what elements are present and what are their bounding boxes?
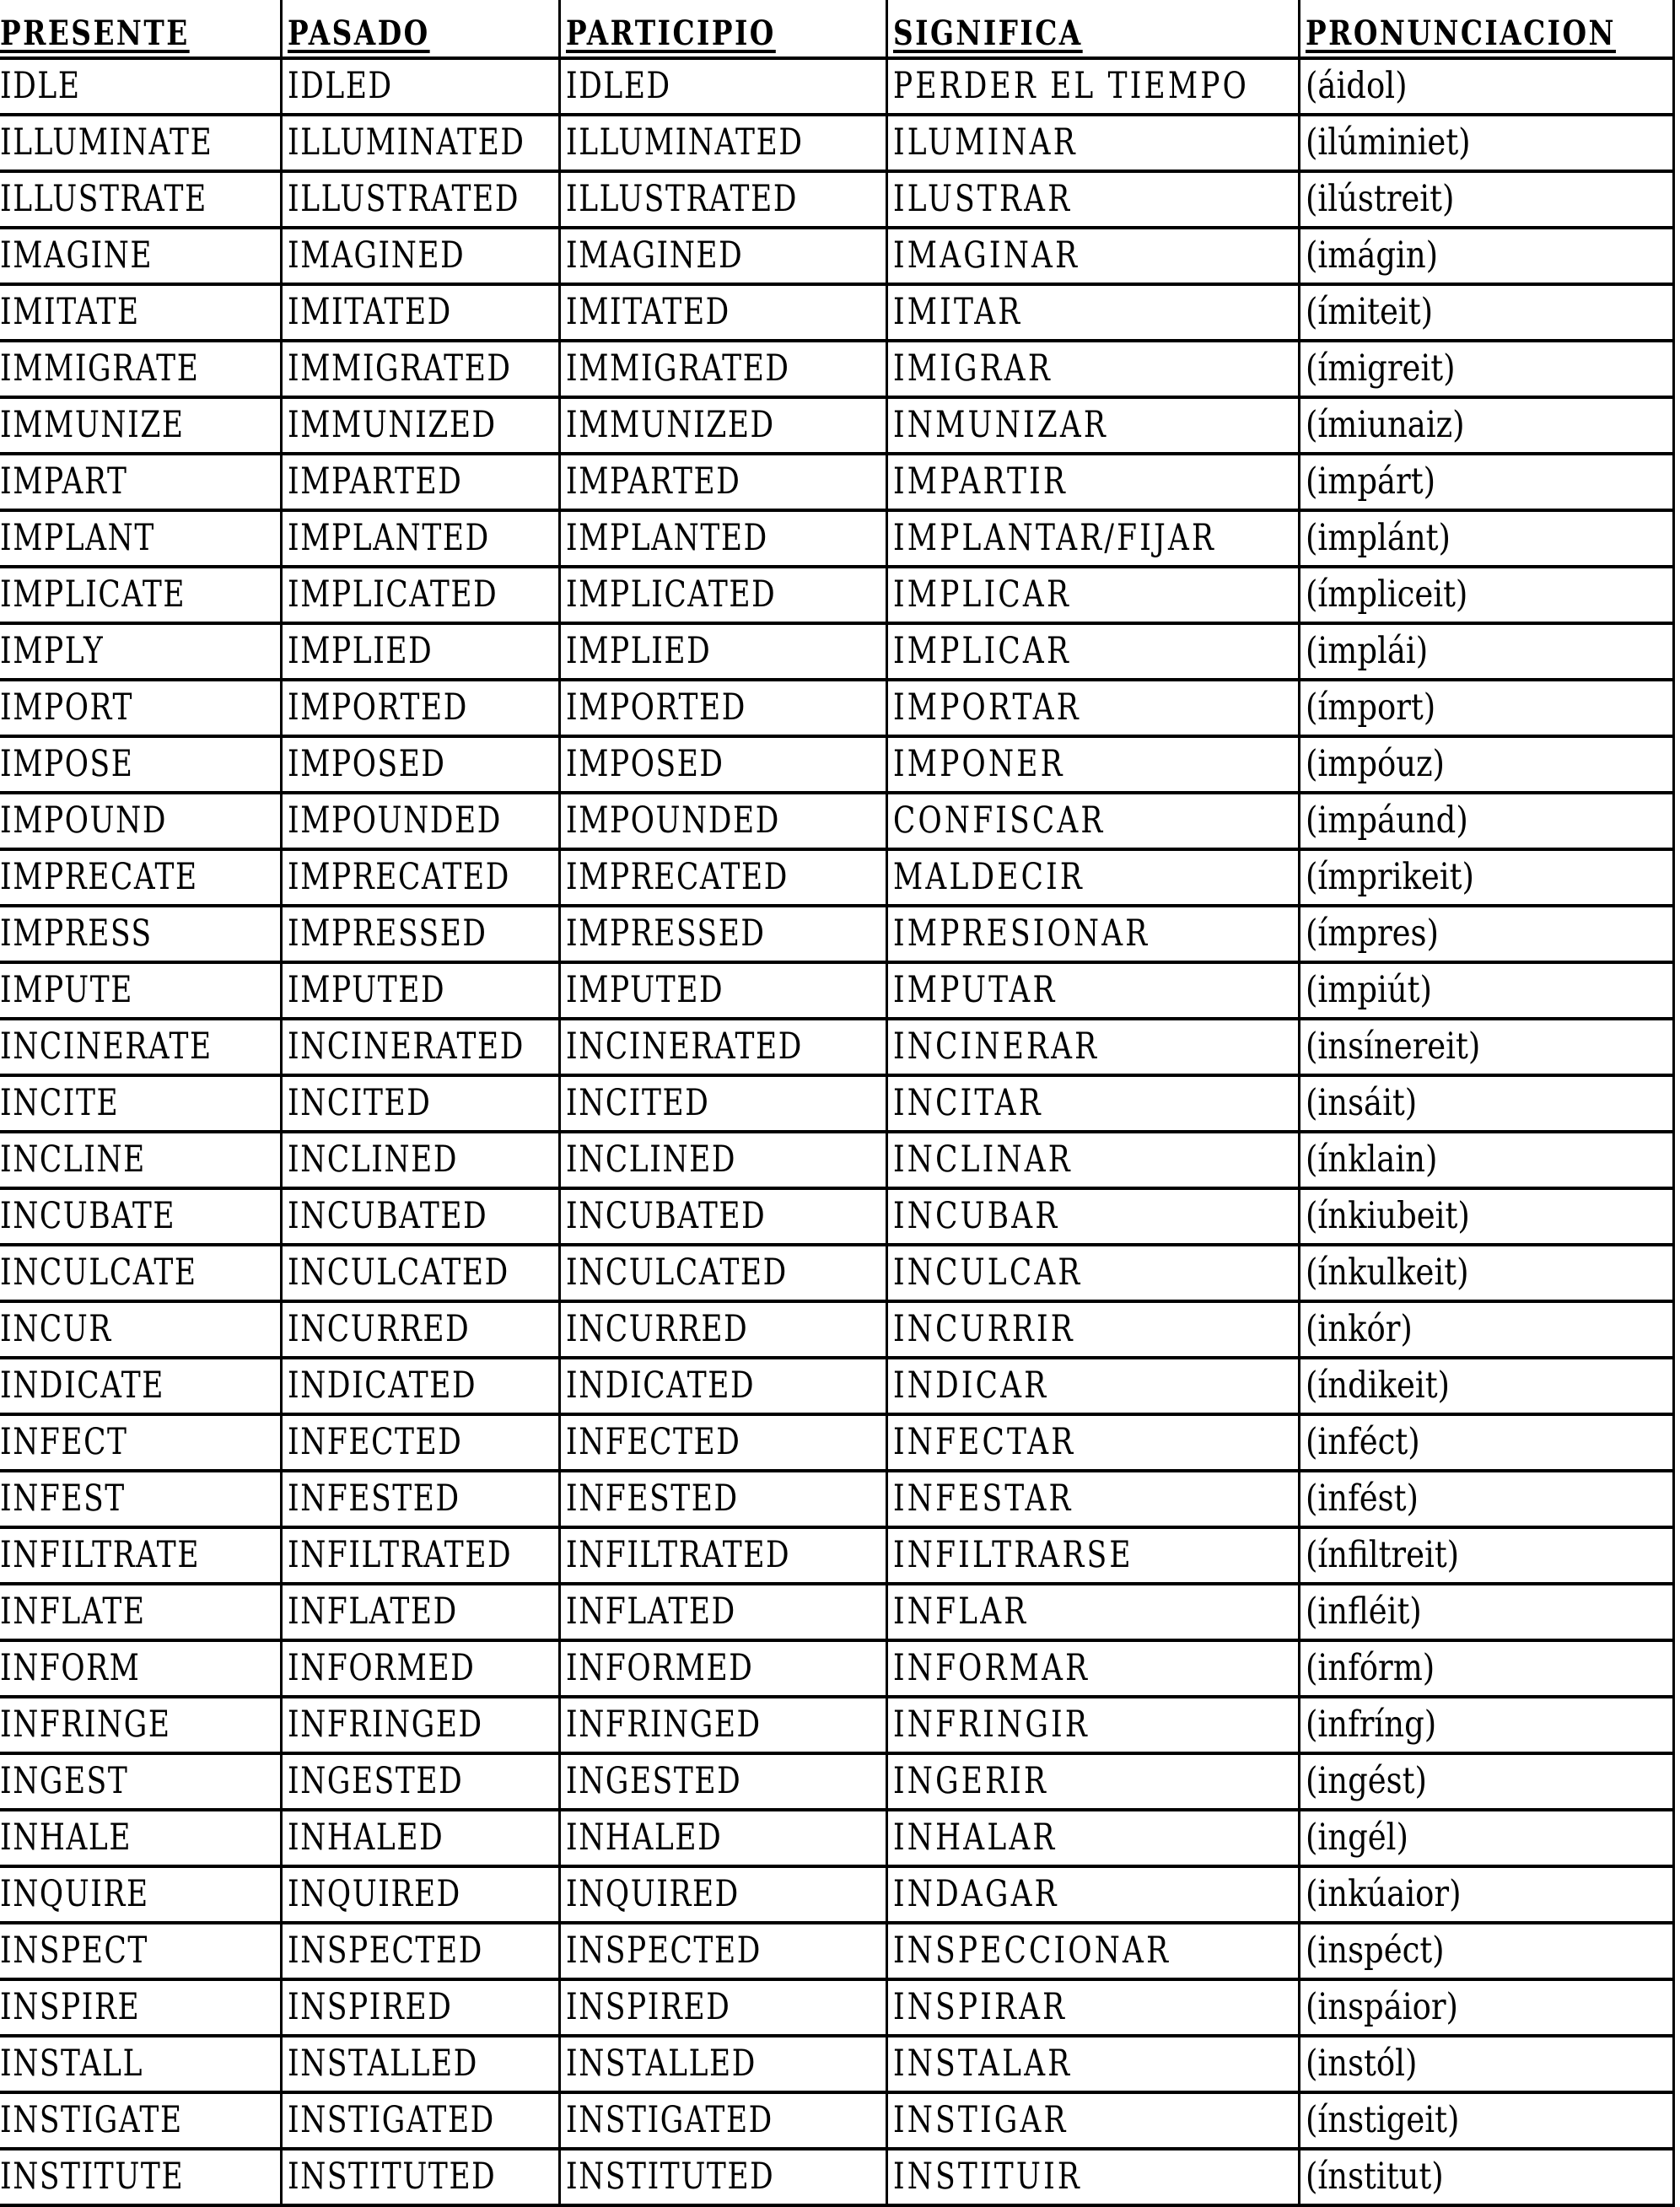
significa-cell: INSPECCIONAR xyxy=(886,1923,1299,1979)
participio-cell: INCUBATED xyxy=(559,1188,886,1245)
presente-cell: INCLINE xyxy=(0,1132,281,1188)
significa-cell: IMPRESIONAR xyxy=(886,906,1299,962)
participio-cell: INCULCATED xyxy=(559,1245,886,1301)
pasado-cell: IMPUTED xyxy=(281,962,559,1019)
participio-cell: INCITED xyxy=(559,1075,886,1132)
participio-cell: INSTITUTED xyxy=(559,2149,886,2205)
pronunciacion-cell: (inféct) xyxy=(1299,1414,1673,1471)
significa-cell: IMPUTAR xyxy=(886,962,1299,1019)
pronunciacion-cell: (ímiteit) xyxy=(1299,284,1673,341)
table-row xyxy=(0,1245,1673,1301)
participio-cell: INSTALLED xyxy=(559,2036,886,2092)
table-row xyxy=(0,793,1673,849)
table-row xyxy=(0,1753,1673,1810)
participio-cell: INGESTED xyxy=(559,1753,886,1810)
pasado-cell: INFILTRATED xyxy=(281,1527,559,1584)
pasado-cell: INSPECTED xyxy=(281,1923,559,1979)
pronunciacion-cell: (ínstitut) xyxy=(1299,2149,1673,2205)
presente-cell: INQUIRE xyxy=(0,1866,281,1923)
participio-cell: IMPUTED xyxy=(559,962,886,1019)
pasado-cell: INSTIGATED xyxy=(281,2092,559,2149)
table-row xyxy=(0,680,1673,736)
table-row xyxy=(0,1584,1673,1640)
presente-cell: IMMIGRATE xyxy=(0,341,281,397)
table-row xyxy=(0,397,1673,454)
pronunciacion-cell: (inspáior) xyxy=(1299,1979,1673,2036)
presente-cell: INSTITUTE xyxy=(0,2149,281,2205)
pasado-cell: ILLUSTRATED xyxy=(281,171,559,228)
participio-cell: IMPLANTED xyxy=(559,510,886,567)
significa-cell: INMUNIZAR xyxy=(886,397,1299,454)
pronunciacion-cell: (ímpliceit) xyxy=(1299,567,1673,623)
pasado-cell: INSTALLED xyxy=(281,2036,559,2092)
pasado-cell: INCUBATED xyxy=(281,1188,559,1245)
presente-cell: IMPUTE xyxy=(0,962,281,1019)
significa-cell: INGERIR xyxy=(886,1753,1299,1810)
presente-cell: INCUR xyxy=(0,1301,281,1358)
significa-cell: INCITAR xyxy=(886,1075,1299,1132)
table-row xyxy=(0,849,1673,906)
table-row xyxy=(0,1923,1673,1979)
table-row xyxy=(0,1810,1673,1866)
presente-cell: IMPOSE xyxy=(0,736,281,793)
pronunciacion-cell: (ímport) xyxy=(1299,680,1673,736)
participio-cell: INSPIRED xyxy=(559,1979,886,2036)
participio-cell: IMPORTED xyxy=(559,680,886,736)
header-row xyxy=(0,0,1673,58)
significa-cell: IMAGINAR xyxy=(886,228,1299,284)
pasado-cell: INDICATED xyxy=(281,1358,559,1414)
significa-cell: INDICAR xyxy=(886,1358,1299,1414)
table-row xyxy=(0,115,1673,171)
participio-cell: IMITATED xyxy=(559,284,886,341)
pronunciacion-cell: (ingést) xyxy=(1299,1753,1673,1810)
table-row xyxy=(0,962,1673,1019)
presente-cell: IMPLICATE xyxy=(0,567,281,623)
significa-cell: INFLAR xyxy=(886,1584,1299,1640)
pasado-cell: IMPLANTED xyxy=(281,510,559,567)
pronunciacion-cell: (infórm) xyxy=(1299,1640,1673,1697)
table-row xyxy=(0,2092,1673,2149)
pronunciacion-cell: (áidol) xyxy=(1299,58,1673,115)
significa-cell: INFORMAR xyxy=(886,1640,1299,1697)
presente-cell: IMAGINE xyxy=(0,228,281,284)
participio-cell: IMPLIED xyxy=(559,623,886,680)
significa-cell: CONFISCAR xyxy=(886,793,1299,849)
pronunciacion-cell: (ímiunaiz) xyxy=(1299,397,1673,454)
significa-cell: INCINERAR xyxy=(886,1019,1299,1075)
pasado-cell: INSTITUTED xyxy=(281,2149,559,2205)
pronunciacion-cell: (impóuz) xyxy=(1299,736,1673,793)
pronunciacion-cell: (ínfiltreit) xyxy=(1299,1527,1673,1584)
pronunciacion-cell: (impiút) xyxy=(1299,962,1673,1019)
participio-cell: INFECTED xyxy=(559,1414,886,1471)
significa-cell: INDAGAR xyxy=(886,1866,1299,1923)
presente-cell: INHALE xyxy=(0,1810,281,1866)
pasado-cell: IMMIGRATED xyxy=(281,341,559,397)
header-significa: SIGNIFICA xyxy=(886,0,1299,58)
significa-cell: INSTALAR xyxy=(886,2036,1299,2092)
pronunciacion-cell: (ilústreit) xyxy=(1299,171,1673,228)
pronunciacion-cell: (ímprikeit) xyxy=(1299,849,1673,906)
presente-cell: IMPORT xyxy=(0,680,281,736)
pasado-cell: IMMUNIZED xyxy=(281,397,559,454)
table-row xyxy=(0,1414,1673,1471)
participio-cell: IMPRESSED xyxy=(559,906,886,962)
significa-cell: IMPORTAR xyxy=(886,680,1299,736)
pasado-cell: IMPOUNDED xyxy=(281,793,559,849)
participio-cell: INFLATED xyxy=(559,1584,886,1640)
table-row xyxy=(0,510,1673,567)
pasado-cell: IDLED xyxy=(281,58,559,115)
presente-cell: IMPRECATE xyxy=(0,849,281,906)
table-row xyxy=(0,567,1673,623)
participio-cell: ILLUSTRATED xyxy=(559,171,886,228)
pronunciacion-cell: (impáund) xyxy=(1299,793,1673,849)
pasado-cell: INGESTED xyxy=(281,1753,559,1810)
table-row xyxy=(0,906,1673,962)
table-row xyxy=(0,228,1673,284)
presente-cell: IMPLANT xyxy=(0,510,281,567)
pronunciacion-cell: (ínstigeit) xyxy=(1299,2092,1673,2149)
table-row xyxy=(0,1979,1673,2036)
presente-cell: INDICATE xyxy=(0,1358,281,1414)
pronunciacion-cell: (ínkulkeit) xyxy=(1299,1245,1673,1301)
pronunciacion-cell: (inkúaior) xyxy=(1299,1866,1673,1923)
significa-cell: IMPARTIR xyxy=(886,454,1299,510)
participio-cell: IMPOSED xyxy=(559,736,886,793)
participio-cell: IMAGINED xyxy=(559,228,886,284)
pronunciacion-cell: (ínkiubeit) xyxy=(1299,1188,1673,1245)
participio-cell: ILLUMINATED xyxy=(559,115,886,171)
pronunciacion-cell: (ínklain) xyxy=(1299,1132,1673,1188)
presente-cell: INFILTRATE xyxy=(0,1527,281,1584)
pasado-cell: INFLATED xyxy=(281,1584,559,1640)
pasado-cell: INQUIRED xyxy=(281,1866,559,1923)
table-row xyxy=(0,1132,1673,1188)
significa-cell: INCURRIR xyxy=(886,1301,1299,1358)
participio-cell: IDLED xyxy=(559,58,886,115)
header-presente: PRESENTE xyxy=(0,0,281,58)
presente-cell: INFEST xyxy=(0,1471,281,1527)
significa-cell: INCULCAR xyxy=(886,1245,1299,1301)
presente-cell: IMMUNIZE xyxy=(0,397,281,454)
pronunciacion-cell: (ímpres) xyxy=(1299,906,1673,962)
significa-cell: INCUBAR xyxy=(886,1188,1299,1245)
pasado-cell: ILLUMINATED xyxy=(281,115,559,171)
participio-cell: INCURRED xyxy=(559,1301,886,1358)
participio-cell: INDICATED xyxy=(559,1358,886,1414)
participio-cell: INSTIGATED xyxy=(559,2092,886,2149)
table-row xyxy=(0,1640,1673,1697)
presente-cell: INSPIRE xyxy=(0,1979,281,2036)
presente-cell: INFORM xyxy=(0,1640,281,1697)
table-row xyxy=(0,1301,1673,1358)
table-row xyxy=(0,341,1673,397)
header-pronunciacion: PRONUNCIACION xyxy=(1299,0,1673,58)
participio-cell: IMMUNIZED xyxy=(559,397,886,454)
participio-cell: INCLINED xyxy=(559,1132,886,1188)
presente-cell: INCULCATE xyxy=(0,1245,281,1301)
table-row xyxy=(0,1188,1673,1245)
pasado-cell: IMPRECATED xyxy=(281,849,559,906)
participio-cell: IMMIGRATED xyxy=(559,341,886,397)
table-row xyxy=(0,1075,1673,1132)
significa-cell: IMPLICAR xyxy=(886,567,1299,623)
pasado-cell: IMPLIED xyxy=(281,623,559,680)
significa-cell: INFRINGIR xyxy=(886,1697,1299,1753)
pronunciacion-cell: (instól) xyxy=(1299,2036,1673,2092)
participio-cell: INCINERATED xyxy=(559,1019,886,1075)
participio-cell: INFRINGED xyxy=(559,1697,886,1753)
participio-cell: IMPARTED xyxy=(559,454,886,510)
pasado-cell: INCLINED xyxy=(281,1132,559,1188)
pasado-cell: IMPRESSED xyxy=(281,906,559,962)
presente-cell: IDLE xyxy=(0,58,281,115)
table-row xyxy=(0,1697,1673,1753)
table-row xyxy=(0,2036,1673,2092)
presente-cell: INGEST xyxy=(0,1753,281,1810)
significa-cell: MALDECIR xyxy=(886,849,1299,906)
presente-cell: IMPOUND xyxy=(0,793,281,849)
significa-cell: IMITAR xyxy=(886,284,1299,341)
pasado-cell: INSPIRED xyxy=(281,1979,559,2036)
pronunciacion-cell: (implánt) xyxy=(1299,510,1673,567)
table-row xyxy=(0,1471,1673,1527)
pronunciacion-cell: (ingél) xyxy=(1299,1810,1673,1866)
pronunciacion-cell: (imágin) xyxy=(1299,228,1673,284)
pronunciacion-cell: (índikeit) xyxy=(1299,1358,1673,1414)
pronunciacion-cell: (ímigreit) xyxy=(1299,341,1673,397)
table-row xyxy=(0,2149,1673,2205)
significa-cell: INSTIGAR xyxy=(886,2092,1299,2149)
significa-cell: INFESTAR xyxy=(886,1471,1299,1527)
presente-cell: INCINERATE xyxy=(0,1019,281,1075)
pronunciacion-cell: (ilúminiet) xyxy=(1299,115,1673,171)
header-participio: PARTICIPIO xyxy=(559,0,886,58)
presente-cell: IMPLY xyxy=(0,623,281,680)
pronunciacion-cell: (infléit) xyxy=(1299,1584,1673,1640)
significa-cell: PERDER EL TIEMPO xyxy=(886,58,1299,115)
header-pasado: PASADO xyxy=(281,0,559,58)
pasado-cell: INFESTED xyxy=(281,1471,559,1527)
table-body xyxy=(0,58,1673,2205)
table-row xyxy=(0,1527,1673,1584)
participio-cell: IMPLICATED xyxy=(559,567,886,623)
presente-cell: IMPRESS xyxy=(0,906,281,962)
presente-cell: INCUBATE xyxy=(0,1188,281,1245)
participio-cell: INFILTRATED xyxy=(559,1527,886,1584)
pronunciacion-cell: (infríng) xyxy=(1299,1697,1673,1753)
significa-cell: INHALAR xyxy=(886,1810,1299,1866)
table-row xyxy=(0,171,1673,228)
pasado-cell: INCINERATED xyxy=(281,1019,559,1075)
pronunciacion-cell: (infést) xyxy=(1299,1471,1673,1527)
pronunciacion-cell: (implái) xyxy=(1299,623,1673,680)
participio-cell: IMPRECATED xyxy=(559,849,886,906)
table-row xyxy=(0,623,1673,680)
participio-cell: INSPECTED xyxy=(559,1923,886,1979)
participio-cell: INFESTED xyxy=(559,1471,886,1527)
significa-cell: INSTITUIR xyxy=(886,2149,1299,2205)
table-row xyxy=(0,58,1673,115)
pasado-cell: IMAGINED xyxy=(281,228,559,284)
pasado-cell: INHALED xyxy=(281,1810,559,1866)
pasado-cell: INFRINGED xyxy=(281,1697,559,1753)
significa-cell: INFILTRARSE xyxy=(886,1527,1299,1584)
significa-cell: INCLINAR xyxy=(886,1132,1299,1188)
pasado-cell: IMPARTED xyxy=(281,454,559,510)
significa-cell: IMPLICAR xyxy=(886,623,1299,680)
presente-cell: INFECT xyxy=(0,1414,281,1471)
table-row xyxy=(0,284,1673,341)
presente-cell: INFLATE xyxy=(0,1584,281,1640)
participio-cell: INQUIRED xyxy=(559,1866,886,1923)
pasado-cell: INCULCATED xyxy=(281,1245,559,1301)
table-row xyxy=(0,1358,1673,1414)
table-row xyxy=(0,736,1673,793)
participio-cell: INFORMED xyxy=(559,1640,886,1697)
presente-cell: INSTALL xyxy=(0,2036,281,2092)
pronunciacion-cell: (inkór) xyxy=(1299,1301,1673,1358)
presente-cell: IMPART xyxy=(0,454,281,510)
significa-cell: INSPIRAR xyxy=(886,1979,1299,2036)
pasado-cell: INFORMED xyxy=(281,1640,559,1697)
significa-cell: ILUSTRAR xyxy=(886,171,1299,228)
pasado-cell: IMPLICATED xyxy=(281,567,559,623)
presente-cell: ILLUSTRATE xyxy=(0,171,281,228)
pasado-cell: IMITATED xyxy=(281,284,559,341)
significa-cell: IMIGRAR xyxy=(886,341,1299,397)
presente-cell: ILLUMINATE xyxy=(0,115,281,171)
pronunciacion-cell: (inspéct) xyxy=(1299,1923,1673,1979)
significa-cell: ILUMINAR xyxy=(886,115,1299,171)
significa-cell: INFECTAR xyxy=(886,1414,1299,1471)
pasado-cell: INFECTED xyxy=(281,1414,559,1471)
pasado-cell: INCITED xyxy=(281,1075,559,1132)
presente-cell: INSPECT xyxy=(0,1923,281,1979)
pasado-cell: INCURRED xyxy=(281,1301,559,1358)
pronunciacion-cell: (impárt) xyxy=(1299,454,1673,510)
pronunciacion-cell: (insáit) xyxy=(1299,1075,1673,1132)
participio-cell: IMPOUNDED xyxy=(559,793,886,849)
pasado-cell: IMPORTED xyxy=(281,680,559,736)
presente-cell: INCITE xyxy=(0,1075,281,1132)
pasado-cell: IMPOSED xyxy=(281,736,559,793)
significa-cell: IMPLANTAR/FIJAR xyxy=(886,510,1299,567)
table-row xyxy=(0,454,1673,510)
pronunciacion-cell: (insínereit) xyxy=(1299,1019,1673,1075)
table-row xyxy=(0,1866,1673,1923)
participio-cell: INHALED xyxy=(559,1810,886,1866)
presente-cell: IMITATE xyxy=(0,284,281,341)
presente-cell: INSTIGATE xyxy=(0,2092,281,2149)
table-row xyxy=(0,1019,1673,1075)
presente-cell: INFRINGE xyxy=(0,1697,281,1753)
significa-cell: IMPONER xyxy=(886,736,1299,793)
